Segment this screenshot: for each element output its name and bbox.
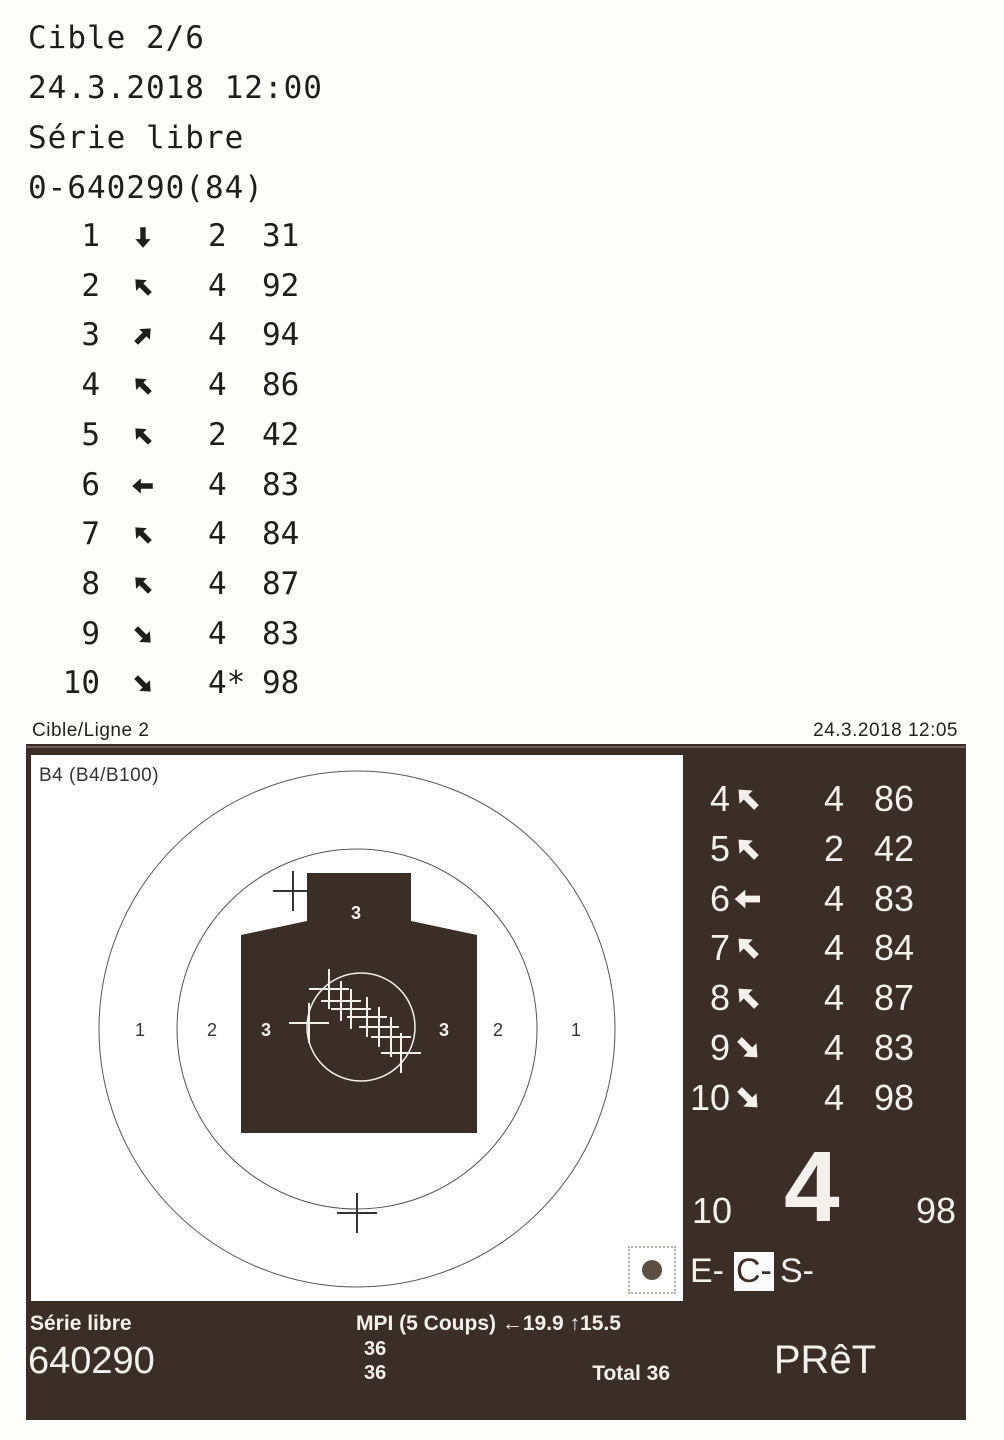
ticket-shot-row — [0, 218, 340, 262]
panel-shot-direction — [732, 832, 764, 874]
panel-shot-number: 5 — [709, 827, 730, 869]
up-left-arrow-icon — [130, 572, 156, 598]
panel-shot-row — [688, 973, 962, 1023]
panel-shot-number: 8 — [709, 977, 730, 1019]
shot-zone: 4 — [208, 516, 227, 553]
shot-number: 9 — [81, 615, 100, 652]
ecs-s[interactable]: S- — [780, 1252, 814, 1290]
panel-shot-number: 4 — [709, 778, 730, 819]
shot-number: 10 — [62, 665, 100, 702]
panel-shot-row — [688, 874, 962, 924]
up-left-arrow-icon — [732, 982, 764, 1014]
ticket-shot-row — [0, 467, 340, 511]
ticket-id: 0-640290(84) — [28, 170, 264, 206]
shot-score: 92 — [262, 267, 300, 304]
shot-number: 5 — [81, 416, 100, 453]
shot-direction — [130, 669, 162, 701]
panel-shot-number: 10 — [689, 1076, 730, 1118]
panel-shot-row — [688, 1023, 962, 1073]
zone-label-left-3: 3 — [261, 1020, 272, 1040]
ticket-shot-row — [0, 367, 340, 411]
shot-score: 94 — [262, 317, 300, 354]
panel-shot-zone: 4 — [824, 778, 845, 819]
ticket-datetime: 24.3.2018 12:00 — [28, 70, 323, 106]
shot-number: 7 — [81, 516, 100, 553]
shot-marker — [337, 1193, 377, 1233]
down-arrow-icon — [130, 224, 156, 250]
panel-shot-zone: 4 — [824, 1027, 845, 1068]
total-score: Total 36 — [592, 1362, 670, 1385]
shot-direction — [130, 570, 162, 602]
last-shot-panel — [688, 1128, 962, 1243]
shot-direction — [130, 222, 162, 254]
panel-shot-direction — [732, 782, 764, 824]
shot-zone: 4 — [208, 317, 227, 354]
zone-label-right-3: 3 — [439, 1020, 450, 1040]
ticket-title: Cible 2/6 — [28, 20, 205, 56]
shot-zone: 4* — [208, 665, 246, 702]
panel-shot-direction — [732, 1081, 764, 1123]
ticket-shot-row — [0, 317, 340, 361]
mpi-box — [354, 1306, 684, 1416]
shot-direction — [130, 471, 162, 503]
panel-shot-row — [688, 774, 962, 824]
panel-shot-zone: 4 — [824, 977, 845, 1019]
left-arrow-icon — [732, 883, 764, 915]
up-left-arrow-icon — [732, 783, 764, 815]
down-right-arrow-icon — [732, 1082, 764, 1114]
series-score-2: 36 — [364, 1362, 387, 1384]
panel-shot-score: 98 — [874, 1076, 915, 1118]
shot-score: 86 — [262, 367, 300, 404]
status-box[interactable] — [688, 1306, 962, 1416]
screen-header — [28, 718, 966, 744]
target-panel — [30, 754, 684, 1302]
ticket-mode: Série libre — [28, 120, 245, 156]
ticket-shot-row — [0, 566, 340, 610]
shot-score: 84 — [262, 516, 300, 553]
series-score-1: 36 — [364, 1338, 387, 1360]
panel-shot-row — [688, 1073, 962, 1123]
target-drawing — [31, 755, 683, 1301]
ecs-status — [688, 1244, 962, 1300]
panel-shot-zone: 2 — [824, 827, 845, 869]
panel-shot-direction — [732, 882, 764, 924]
zone-label-right-2: 2 — [493, 1020, 504, 1040]
shot-number: 4 — [81, 367, 100, 404]
zone-label-left-1: 1 — [135, 1020, 146, 1040]
ecs-c[interactable]: C- — [736, 1252, 772, 1290]
shot-direction — [130, 421, 162, 453]
ticket-shot-row — [0, 516, 340, 560]
ticket-shot-row — [0, 417, 340, 461]
ticket-shot-row — [0, 268, 340, 312]
last-shot-number: 10 — [692, 1190, 733, 1231]
panel-shot-direction — [732, 1031, 764, 1073]
up-left-arrow-icon — [130, 274, 156, 300]
panel-shot-score: 87 — [874, 977, 915, 1019]
up-left-arrow-icon — [130, 423, 156, 449]
shot-direction — [130, 371, 162, 403]
panel-shot-number: 7 — [709, 927, 730, 969]
panel-shot-number: 6 — [709, 877, 730, 919]
shot-direction — [130, 520, 162, 552]
up-left-arrow-icon — [130, 522, 156, 548]
shot-zone: 4 — [208, 615, 227, 652]
shot-number: 3 — [81, 317, 100, 354]
zone-label-right-1: 1 — [571, 1020, 582, 1040]
target-thumbnail[interactable] — [628, 1246, 676, 1294]
mode-title: Série libre — [30, 1312, 132, 1335]
last-shot-score: 98 — [915, 1190, 956, 1231]
thumbnail-dot — [642, 1260, 662, 1280]
shooter-id: 640290 — [28, 1340, 155, 1382]
panel-shot-number: 9 — [709, 1027, 730, 1068]
target-type-label: B4 (B4/B100) — [39, 765, 160, 786]
panel-shot-zone: 4 — [824, 1076, 845, 1118]
shot-score: 42 — [262, 416, 300, 453]
panel-shot-direction — [732, 931, 764, 973]
panel-shot-score: 86 — [874, 778, 915, 819]
shot-direction — [130, 321, 162, 353]
zone-label-left-2: 2 — [207, 1020, 218, 1040]
shot-zone: 2 — [208, 218, 227, 254]
lane-label: Cible/Ligne 2 — [32, 720, 150, 741]
shot-score: 87 — [262, 565, 300, 602]
shot-list-panel — [688, 754, 962, 1124]
panel-shot-zone: 4 — [824, 877, 845, 919]
shot-zone: 4 — [208, 466, 227, 503]
panel-shot-score: 83 — [874, 1027, 915, 1068]
down-right-arrow-icon — [732, 1032, 764, 1064]
ready-status: PRêT — [773, 1338, 877, 1382]
panel-shot-direction — [732, 981, 764, 1023]
shot-number: 1 — [81, 218, 100, 254]
mpi-title: MPI (5 Coups) ←19.9 ↑15.5 — [356, 1312, 621, 1335]
shot-direction — [130, 620, 162, 652]
shot-zone: 2 — [208, 416, 227, 453]
up-left-arrow-icon — [130, 373, 156, 399]
shot-zone: 4 — [208, 367, 227, 404]
ticket-shot-row — [0, 616, 340, 660]
screen-datetime: 24.3.2018 12:05 — [813, 720, 958, 741]
last-shot-zone: 4 — [784, 1131, 840, 1243]
shot-score: 83 — [262, 615, 300, 652]
shot-number: 6 — [81, 466, 100, 503]
panel-shot-zone: 4 — [824, 927, 845, 969]
panel-shot-score: 84 — [874, 927, 915, 969]
shot-zone: 4 — [208, 267, 227, 304]
panel-shot-score: 83 — [874, 877, 915, 919]
shot-score: 98 — [262, 665, 300, 702]
ticket-shot-row — [0, 665, 340, 709]
shot-number: 8 — [81, 565, 100, 602]
shot-score: 83 — [262, 466, 300, 503]
shot-direction — [130, 272, 162, 304]
up-left-arrow-icon — [732, 833, 764, 865]
shot-zone: 4 — [208, 565, 227, 602]
zone-label-top-3: 3 — [351, 903, 362, 923]
down-right-arrow-icon — [130, 622, 156, 648]
mode-box — [26, 1306, 350, 1416]
panel-shot-row — [688, 824, 962, 874]
shot-score: 31 — [262, 218, 300, 254]
panel-shot-row — [688, 923, 962, 973]
up-right-arrow-icon — [130, 323, 156, 349]
ecs-e[interactable]: E- — [690, 1252, 724, 1290]
divider — [26, 746, 966, 748]
shot-number: 2 — [81, 267, 100, 304]
up-left-arrow-icon — [732, 932, 764, 964]
down-right-arrow-icon — [130, 671, 156, 697]
left-arrow-icon — [130, 473, 156, 499]
panel-shot-score: 42 — [874, 827, 915, 869]
